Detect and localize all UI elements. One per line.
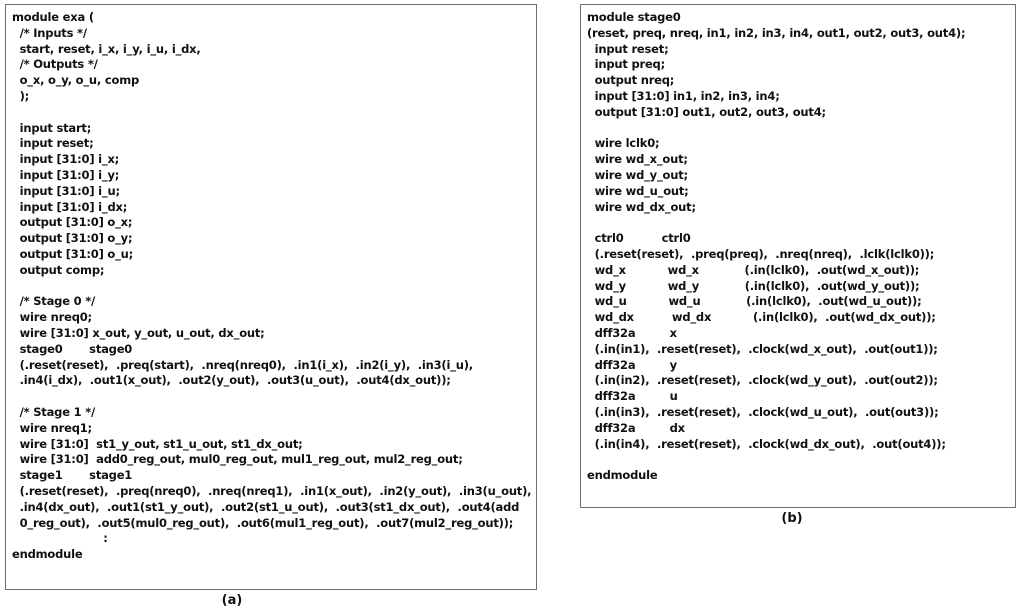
code-line: input [31:0] i_u; bbox=[12, 183, 120, 198]
code-line: endmodule bbox=[587, 468, 658, 483]
code-line: output [31:0] o_x; bbox=[12, 215, 133, 230]
code-line: o_x, o_y, o_u, comp bbox=[12, 73, 140, 88]
code-line bbox=[12, 389, 531, 405]
code-line: .in4(dx_out), .out1(st1_y_out), .out2(st1_u_out), .out3(st1_dx_out), .out4(add bbox=[12, 499, 520, 514]
code-line: (.in(in2), .reset(reset), .clock(wd_y_out), .out(out2)); bbox=[587, 373, 938, 388]
code-line: /* Stage 1 */ bbox=[12, 404, 96, 419]
code-line: wire [31:0] add0_reg_out, mul0_reg_out, mul1_reg_out, mul2_reg_out; bbox=[12, 452, 463, 467]
code-line: (.in(in3), .reset(reset), .clock(wd_u_out), .out(out3)); bbox=[587, 404, 939, 419]
figure-caption-b: (b) bbox=[781, 511, 803, 526]
code-line: input [31:0] in1, in2, in3, in4; bbox=[587, 88, 780, 103]
code-listing-b bbox=[587, 10, 965, 484]
code-panel-b bbox=[580, 4, 1016, 508]
code-line: wire wd_y_out; bbox=[587, 167, 688, 182]
code-listing-a bbox=[12, 10, 531, 563]
code-line: dff32a y bbox=[587, 357, 677, 372]
code-line: module exa ( bbox=[12, 10, 94, 24]
code-line: input start; bbox=[12, 120, 92, 135]
code-line: ); bbox=[12, 88, 30, 103]
code-line: (.reset(reset), .preq(preq), .nreq(nreq), .lclk(lclk0)); bbox=[587, 246, 935, 261]
code-line: /* Outputs */ bbox=[12, 57, 98, 72]
code-line: wire lclk0; bbox=[587, 136, 660, 151]
code-line: : bbox=[12, 531, 108, 546]
code-line: output [31:0] o_u; bbox=[12, 246, 134, 261]
code-line: input reset; bbox=[12, 136, 94, 151]
code-line bbox=[587, 452, 965, 468]
code-line: .in4(i_dx), .out1(x_out), .out2(y_out), .out3(u_out), .out4(dx_out)); bbox=[12, 373, 451, 388]
code-line: dff32a x bbox=[587, 325, 677, 340]
code-line: wd_dx wd_dx (.in(lclk0), .out(wd_dx_out)); bbox=[587, 310, 936, 325]
code-line: output [31:0] out1, out2, out3, out4; bbox=[587, 104, 826, 119]
code-line: output comp; bbox=[12, 262, 105, 277]
code-line: (.in(in4), .reset(reset), .clock(wd_dx_out), .out(out4)); bbox=[587, 436, 946, 451]
code-line: (reset, preq, nreq, in1, in2, in3, in4, out1, out2, out3, out4); bbox=[587, 25, 966, 40]
code-line bbox=[587, 121, 965, 137]
code-line: (.reset(reset), .preq(nreq0), .nreq(nreq1), .in1(x_out), .in2(y_out), .in3(u_out), bbox=[12, 483, 532, 498]
code-line: 0_reg_out), .out5(mul0_reg_out), .out6(mul1_reg_out), .out7(mul2_reg_out)); bbox=[12, 515, 514, 530]
code-line: /* Inputs */ bbox=[12, 25, 87, 40]
code-line: output [31:0] o_y; bbox=[12, 231, 133, 246]
code-line: stage1 stage1 bbox=[12, 468, 133, 483]
code-line bbox=[12, 279, 531, 295]
code-line: /* Stage 0 */ bbox=[12, 294, 96, 309]
code-line: start, reset, i_x, i_y, i_u, i_dx, bbox=[12, 41, 201, 56]
code-line: wd_u wd_u (.in(lclk0), .out(wd_u_out)); bbox=[587, 294, 922, 309]
code-line: (.in(in1), .reset(reset), .clock(wd_x_out), .out(out1)); bbox=[587, 341, 938, 356]
code-line: input [31:0] i_y; bbox=[12, 167, 120, 182]
code-line: input reset; bbox=[587, 41, 669, 56]
code-line: (.reset(reset), .preq(start), .nreq(nreq0), .in1(i_x), .in2(i_y), .in3(i_u), bbox=[12, 357, 473, 372]
code-line: wire wd_x_out; bbox=[587, 152, 688, 167]
code-line: wire [31:0] st1_y_out, st1_u_out, st1_dx_out; bbox=[12, 436, 303, 451]
code-line: wire wd_dx_out; bbox=[587, 199, 696, 214]
code-line: wd_y wd_y (.in(lclk0), .out(wd_y_out)); bbox=[587, 278, 920, 293]
code-line: wd_x wd_x (.in(lclk0), .out(wd_x_out)); bbox=[587, 262, 920, 277]
code-line: module stage0 bbox=[587, 10, 681, 24]
code-line bbox=[12, 105, 531, 121]
code-line: stage0 stage0 bbox=[12, 341, 133, 356]
code-panel-a bbox=[5, 4, 537, 590]
figure-caption-a: (a) bbox=[221, 593, 243, 608]
code-line: input preq; bbox=[587, 57, 665, 72]
code-line: wire wd_u_out; bbox=[587, 183, 689, 198]
code-line: input [31:0] i_x; bbox=[12, 152, 120, 167]
code-line: endmodule bbox=[12, 547, 83, 562]
code-line: ctrl0 ctrl0 bbox=[587, 231, 691, 246]
code-line: dff32a dx bbox=[587, 420, 685, 435]
code-line: wire nreq0; bbox=[12, 310, 92, 325]
code-line: wire nreq1; bbox=[12, 420, 92, 435]
code-line: input [31:0] i_dx; bbox=[12, 199, 128, 214]
code-line bbox=[587, 215, 965, 231]
code-line: dff32a u bbox=[587, 389, 678, 404]
code-line: wire [31:0] x_out, y_out, u_out, dx_out; bbox=[12, 325, 265, 340]
code-line: output nreq; bbox=[587, 73, 675, 88]
